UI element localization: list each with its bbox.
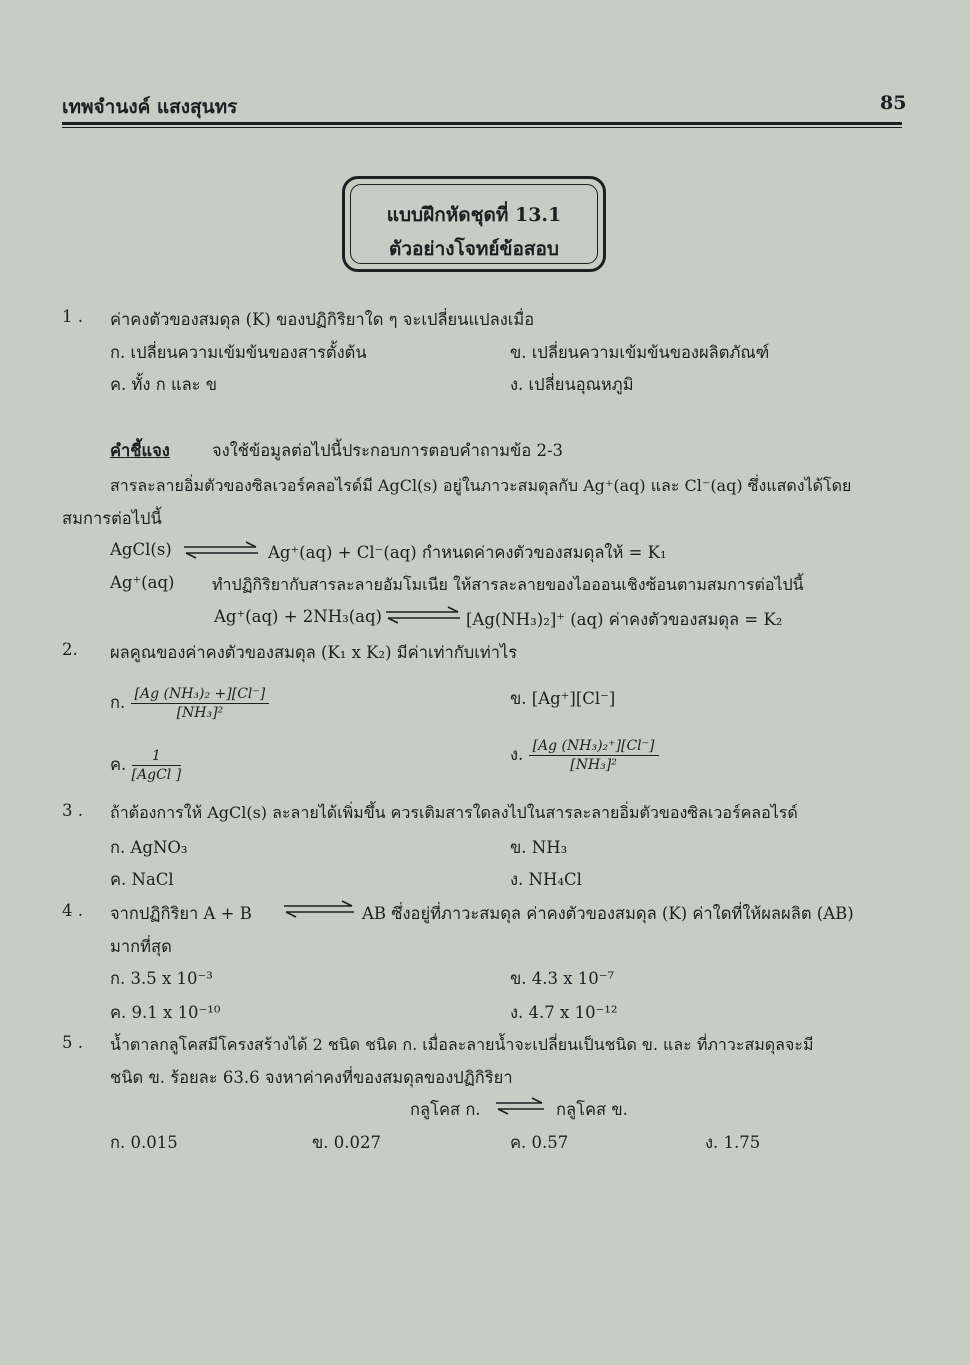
q5-option-b: ข. 0.027 [312, 1133, 382, 1152]
q2-option-c [110, 748, 181, 783]
q2-option-d [510, 738, 659, 773]
equation2-text: ทำปฏิกิริยากับสารละลายอัมโมเนีย ให้สารละลายของไอออนเชิงซ้อนตามสมการต่อไปนี้ [212, 575, 804, 594]
equation2-label: Ag⁺(aq) [110, 573, 175, 592]
q3-option-c: ค. NaCl [110, 870, 174, 889]
q2-number: 2. [62, 640, 78, 659]
q1-option-c: ค. ทั้ง ก และ ข [110, 375, 218, 394]
exercise-subtitle: ตัวอย่างโจทย์ข้อสอบ [389, 238, 559, 260]
equilibrium-arrow-icon [182, 541, 260, 559]
exercise-title: แบบฝึกหัดชุดที่ 13.1 [386, 204, 562, 226]
q3-text: ถ้าต้องการให้ AgCl(s) ละลายได้เพิ่มขึ้น ควรเติมสารใดลงไปในสารละลายอิ่มตัวของซิลเวอร์คลอไรด์ [110, 803, 798, 822]
q2-option-c-prefix: ค. [110, 755, 127, 774]
q1-number: 1 . [62, 307, 83, 326]
q2-option-c-fraction [132, 748, 182, 783]
q2-option-a-denominator: [NH₃]² [176, 705, 224, 721]
q4-text-left: จากปฏิกิริยา A + B [110, 904, 252, 923]
q5-line1: น้ำตาลกลูโคสมีโครงสร้างได้ 2 ชนิด ชนิด ก. เมื่อละลายน้ำจะเปลี่ยนเป็นชนิด ข. และ ที่ภาวะสมดุลจะมี [110, 1035, 814, 1054]
q5-equation-left: กลูโคส ก. [410, 1100, 481, 1119]
q2-option-d-denominator: [NH₃]² [570, 757, 617, 773]
q3-option-b: ข. NH₃ [510, 838, 568, 857]
q5-equation-right: กลูโคส ข. [556, 1100, 628, 1119]
q2-option-d-prefix: ง. [510, 745, 524, 764]
q2-option-a-numerator: [Ag (NH₃)₂ +][Cl⁻] [131, 686, 270, 704]
equation1-right: Ag⁺(aq) + Cl⁻(aq) กำหนดค่าคงตัวของสมดุลให้ = K₁ [268, 543, 667, 562]
q2-option-b: ข. [Ag⁺][Cl⁻] [510, 689, 616, 708]
equilibrium-arrow-icon [282, 900, 356, 918]
page-header-author: เทพจำนงค์ แสงสุนทร [62, 96, 238, 118]
q2-option-c-denominator: [AgCl ] [131, 767, 182, 783]
q3-number: 3 . [62, 801, 83, 820]
q5-option-d: ง. 1.75 [705, 1133, 761, 1152]
q4-option-d: ง. 4.7 x 10⁻¹² [510, 1003, 618, 1022]
instruction-label: คำชี้แจง [110, 441, 170, 460]
equation3-right: [Ag(NH₃)₂]⁺ (aq) ค่าคงตัวของสมดุล = K₂ [466, 610, 783, 629]
q4-text-right: AB ซึ่งอยู่ที่ภาวะสมดุล ค่าคงตัวของสมดุล (K) ค่าใดที่ให้ผลผลิต (AB) [362, 904, 854, 923]
page-number: 85 [880, 92, 907, 114]
q4-number: 4 . [62, 901, 83, 920]
q5-option-a: ก. 0.015 [110, 1133, 178, 1152]
q5-line2: ชนิด ข. ร้อยละ 63.6 จงหาค่าคงที่ของสมดุลของปฏิกิริยา [110, 1068, 513, 1087]
instruction-paragraph-line2: สมการต่อไปนี้ [62, 509, 162, 528]
q2-option-a-prefix: ก. [110, 693, 126, 712]
equilibrium-arrow-icon [494, 1097, 546, 1115]
q4-option-a: ก. 3.5 x 10⁻³ [110, 969, 213, 988]
q5-option-c: ค. 0.57 [510, 1133, 569, 1152]
q1-option-d: ง. เปลี่ยนอุณหภูมิ [510, 375, 634, 394]
header-rule [62, 122, 902, 125]
q3-option-a: ก. AgNO₃ [110, 838, 188, 857]
instruction-paragraph-line1: สารละลายอิ่มตัวของซิลเวอร์คลอไรด์มี AgCl(s) อยู่ในภาวะสมดุลกับ Ag⁺(aq) และ Cl⁻(aq) ซึ่งแสดงได้โดย [110, 476, 852, 495]
q1-text: ค่าคงตัวของสมดุล (K) ของปฏิกิริยาใด ๆ จะเปลี่ยนแปลงเมื่อ [110, 310, 535, 329]
header-rule-thin [62, 127, 902, 128]
equation3-left: Ag⁺(aq) + 2NH₃(aq) [214, 607, 382, 626]
equilibrium-arrow-icon [384, 606, 462, 624]
instruction-text: จงใช้ข้อมูลต่อไปนี้ประกอบการตอบคำถามข้อ 2-3 [212, 441, 564, 460]
q4-option-c: ค. 9.1 x 10⁻¹⁰ [110, 1003, 221, 1022]
q1-option-b: ข. เปลี่ยนความเข้มข้นของผลิตภัณฑ์ [510, 343, 770, 362]
q1-option-a: ก. เปลี่ยนความเข้มข้นของสารตั้งต้น [110, 343, 367, 362]
q2-option-c-numerator: 1 [132, 748, 182, 766]
q4-text-line2: มากที่สุด [110, 937, 172, 956]
q4-option-b: ข. 4.3 x 10⁻⁷ [510, 969, 615, 988]
q2-option-d-fraction [529, 738, 659, 773]
equation1-left: AgCl(s) [110, 540, 172, 559]
q3-option-d: ง. NH₄Cl [510, 870, 582, 889]
q2-option-a [110, 686, 269, 721]
q2-option-d-numerator: [Ag (NH₃)₂⁺][Cl⁻] [529, 738, 659, 756]
q5-number: 5 . [62, 1033, 83, 1052]
q2-text: ผลคูณของค่าคงตัวของสมดุล (K₁ x K₂) มีค่าเท่ากับเท่าไร [110, 643, 518, 662]
q2-option-a-fraction [131, 686, 270, 721]
